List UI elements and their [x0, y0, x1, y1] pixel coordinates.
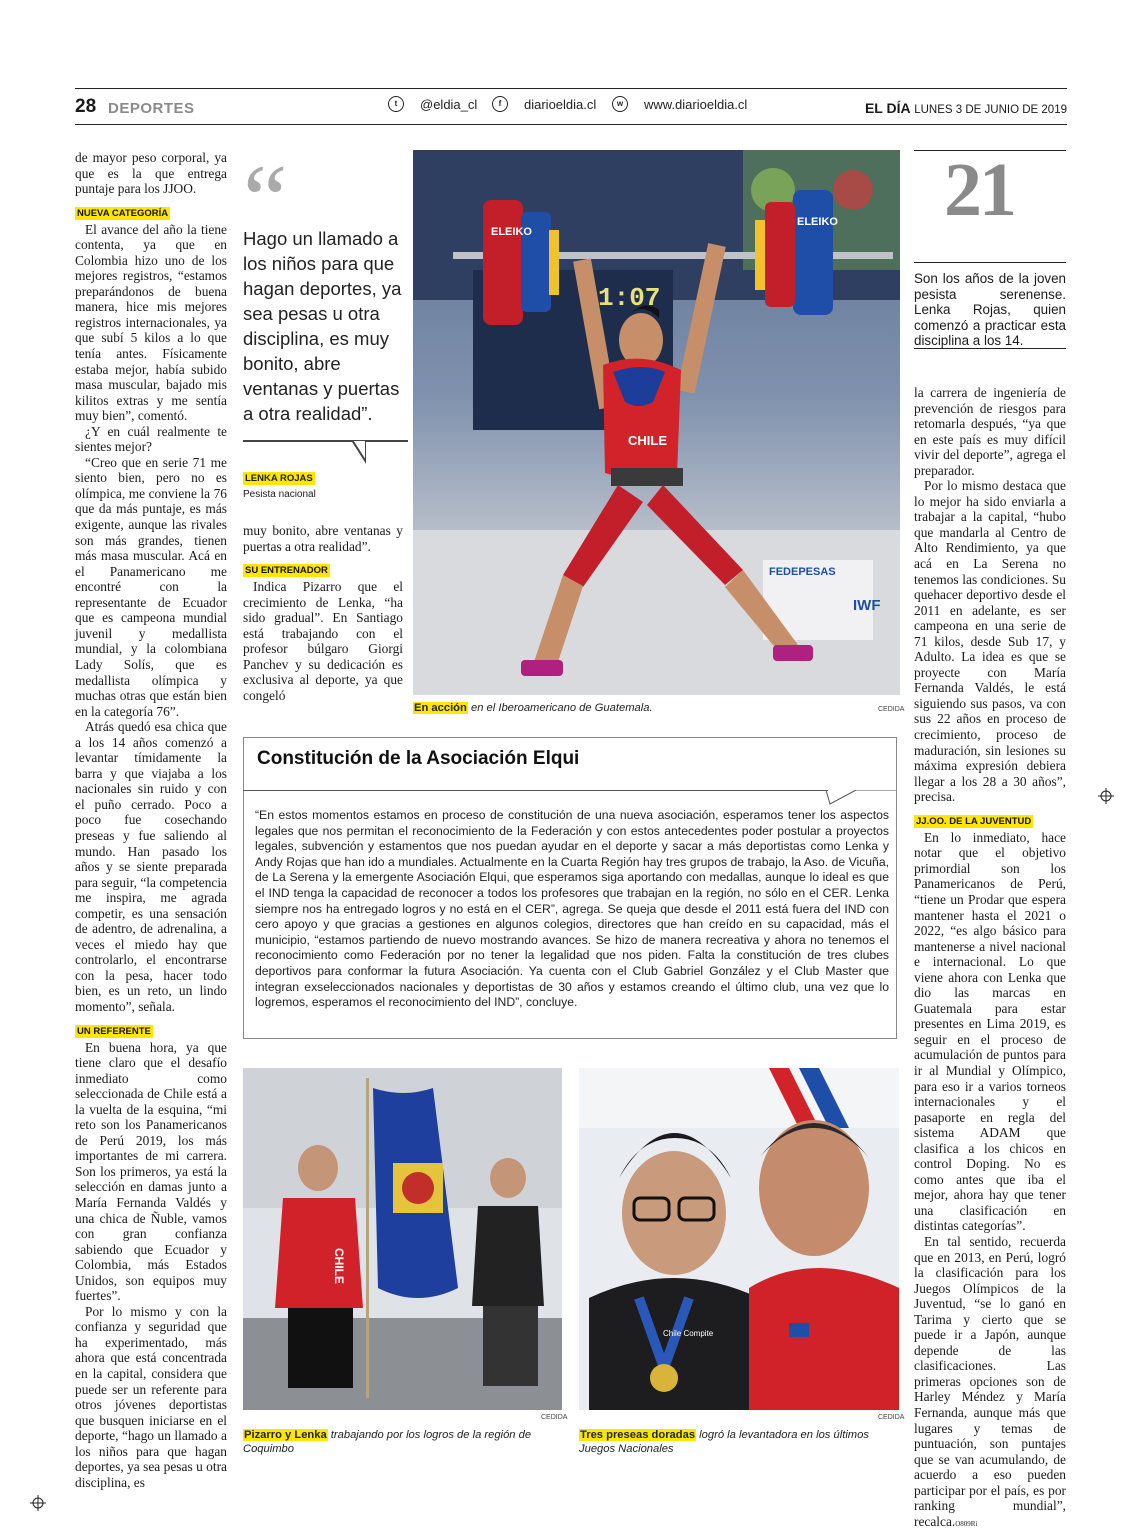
masthead: [865, 100, 1067, 116]
quote-author: LENKA ROJAS: [245, 473, 313, 484]
paragraph: En lo inmediato, hace notar que el objetivo primordial son los Panamericanos de Perú, “tiene un Prodar que espera mantener hasta el 2021 o 2022, “es algo básico para mantenerse a nivel nacional e internacional. Lo que viene ahora con Lenka que dio las marcas en Guatemala para estar presentes en Lima 2019, es seguir en el proceso de acumulación de puntos para ir al Mundial y Olímpico, para eso ir a varios torneos internacionales y el pasaporte en regla del sistema ADAM que clasifica a los chicos en control Doping. No es como antes que iba el mejor, ahora hay que tener una clasificación en distintas categorías”.: [914, 829, 1066, 1234]
paragraph: ¿Y en cuál realmente te sientes mejor?: [75, 423, 227, 455]
subhead: NUEVA CATEGORÍA: [77, 207, 169, 219]
box-speech-tail-icon: [826, 790, 896, 810]
website-label: www.diarioeldia.cl: [644, 96, 748, 112]
box-title: Constitución de la Asociación Elqui: [257, 748, 580, 769]
subhead: UN REFERENTE: [77, 1025, 151, 1037]
pull-quote: Hago un llamado a los niños para que hagan deportes, ya sea pesas u otra disciplina, es muy bonito, abre ventanas y puertas a otra realidad”.: [243, 228, 402, 424]
iwf-logo-text: IWF: [853, 597, 881, 614]
quote-mark: “: [243, 144, 288, 255]
paragraph: la carrera de ingeniería de prevención de riesgos para retomarla después, “ya que en este país es muy difícil vivir del deporte”, agrega el preparador.: [914, 385, 1066, 478]
registration-mark-icon: [1098, 788, 1114, 804]
paragraph: El avance del año la tiene contenta, ya que en Colombia hizo uno de los mejores registros, “estamos preparándonos de buena manera, hice mis mejores registros internacionales, ya que subí 5 kilos a lo que tenía antes. Físicamente estaba mejor, había subido masa muscular, bajado mis kilitos extras y me sentía muy bien”, comentó.: [75, 221, 227, 424]
caption-bold: Tres preseas doradas: [580, 1429, 696, 1441]
facebook-icon: f: [492, 96, 508, 112]
facebook-label: diarioeldia.cl: [524, 96, 597, 112]
paragraph: muy bonito, abre ventanas y puertas a otra realidad”.: [243, 523, 403, 554]
caption-text: logró la levantadora en los últimos Juegos Nacionales: [579, 1429, 869, 1455]
article-column-4: [914, 385, 1066, 1532]
paragraph: En buena hora, ya que tiene claro que el desafío inmediato como seleccionada de Chile está a la vuelta de la esquina, “mi reto son los Panamericanos de Perú 2019, los más importantes de mi carrera. Son los primeros, ya está la selección en damas junto a María Fernanda Valdés y una chica de Ñuble, vamos con gran confianza sabiendo que Ecuador y Colombia, más Estados Unidos, son equipos muy fuertes”.: [75, 1039, 227, 1304]
paragraph: En tal sentido, recuerda que en 2013, en Perú, logró la clasificación para los Juegos Olímpicos de la Juventud, “se lo ganó en Tarima y cierto que se puede ir a Japón, aunque depende de las clasificaciones. Las primeras opciones son de Harley Méndez y María Fernanda, aunque más que lugares y temas de puntuación, son puntajes que se van acumulando, de acuerdo a eso pueden participar por el país, es por ranking mundial”, recalca.O809Ri: [914, 1233, 1066, 1529]
paragraph: Por lo mismo y con la confianza y seguridad que ha experimentado, más ahora que está concentrada en la capital, considera que puede ser un referente para otros jóvenes deportistas que busquen iniciarse en el deporte, “hago un llamado a los niños para que hagan deportes, ya sea pesas u otra disciplina, es: [75, 1303, 227, 1490]
plate-brand-right: ELEIKO: [797, 216, 838, 228]
box-title-rule: [243, 790, 828, 791]
box-text: “En estos momentos estamos en proceso de constitución de una nueva asociación, esperamos tener los aspectos legales que nos permitan el reconocimiento de la Federación y con estos antecedentes poder postular a proyectos legales, subvención y estamentos que nos puedan ayudar en el deporte y sacar a más deportistas como Lenka y Andy Rojas que han ido a mundiales. Actualmente en la Cuarta Región hay tres grupos de trabajo, la Aso. de Vicuña, de La Serena y la emergente Asociación Elqui, que esperamos siga aportando con medallas, aunque lo ideal es que el IND tenga la capacidad de reconocer a todos los profesores que trabajan en la región, no sólo en el CER. Lenka siempre nos ha entregado logros y no está en el CER”, agrega. Se queja que desde el 2011 está fuera del IND con cero apoyo y que gracias a gestiones en algunos colegios, directores que han creído en su capacidad, más el municipio, “estamos partiendo de nuevo mostrando avances. Se hizo de manera recreativa y ahora no tenemos el reconocimiento como Federación por no tener la legalidad que nos piden. Falta la constitución de tres clubes deportivos para conformar la futura Asociación. Ya cuenta con el Club Gabriel González y el Club Master que integran exseleccionados nacionales y deportistas de 30 años y estamos creando el último club, una vez que lo logremos, esperamos el reconocimiento del IND”, concluye.: [255, 808, 889, 1010]
photo-credit: CEDIDA: [878, 706, 905, 713]
paragraph: Atrás quedó esa chica que a los 14 años comenzó a levantar tímidamente la barra y que viajaba a los nacionales sin ruido y con el puño cerrado. Poco a poco fue cosechando preseas y fue saliendo al mundo. Han pasado los años y se siente preparada para seguir, “la competencia me inspira, me agrada competir, es una sensación de adentro, de adrenalina, a veces el miedo hay que controlarlo, el encontrarse con la pesa, hacer todo bien, es un reto, un lindo momento”, señala.: [75, 719, 227, 1014]
weightlifter-illustration: [413, 150, 900, 695]
caption-text: en el Iberoamericano de Guatemala.: [467, 702, 653, 714]
section-title: DEPORTES: [108, 100, 195, 117]
paragraph: de mayor peso corporal, ya que es la que entrega puntaje para los JJOO.: [75, 150, 227, 197]
paragraph: Indica Pizarro que el crecimiento de Lenka, “ha sido gradual”. En Santiago está trabajando con el profesor búlgaro Giorgi Panchev y su dedicación es exclusiva al deporte, ya que congeló: [243, 579, 403, 703]
main-photo-caption: [413, 701, 843, 715]
plate-brand-left: ELEIKO: [491, 226, 532, 238]
quote-rule: [243, 440, 408, 442]
badge-text: Chile Compite: [663, 1329, 714, 1338]
twitter-label: @eldia_cl: [420, 96, 478, 112]
jersey-text: CHILE: [628, 433, 667, 448]
caption-bold: En acción: [414, 702, 467, 714]
photo-credit: CEDIDA: [541, 1414, 568, 1421]
photo-credit: CEDIDA: [878, 1414, 905, 1421]
highlight-number: 21: [944, 148, 1014, 232]
sidebar-mid-rule: [914, 262, 1066, 263]
speech-tail-icon: [338, 440, 366, 464]
twitter-handle[interactable]: [388, 96, 477, 112]
federation-logo-text: FEDEPESAS: [769, 566, 836, 578]
article-column-1: [75, 150, 227, 1490]
photo-left-caption: [243, 1428, 568, 1456]
sidebar-bottom-rule: [914, 348, 1066, 349]
flag-portrait-illustration: [243, 1068, 562, 1410]
paper-name: EL DÍA: [864, 100, 911, 116]
author-sign: O809Ri: [955, 1519, 978, 1528]
paragraph: Por lo mismo destaca que lo mejor ha sido enviarla a trabajar a la capital, “hubo que mandarla al Centro de Alto Rendimiento, ya que acá en La Serena no tenemos las condiciones. Su quehacer deportivo desde el 2011 en adelante, es ser campeona en una serie de 71 kilos, desde Sub 17, y Adulto. La idea es que se proyecte con María Fernanda Valdés, le está siguiendo sus pasos, va con sus 22 años en proceso de crecimiento, proceso de maduración, sin lesiones su máxima expresión debiera llegar a los 28 a 30 años”, precisa.: [914, 478, 1066, 805]
photo-right-caption: [579, 1428, 904, 1456]
clock-readout: 1:07: [598, 283, 661, 313]
subhead: JJ.OO. DE LA JUVENTUD: [916, 815, 1032, 827]
subhead: SU ENTRENADOR: [245, 565, 328, 577]
issue-date: LUNES 3 DE JUNIO DE 2019: [914, 104, 1067, 116]
twitter-icon: t: [388, 96, 404, 112]
quote-author-role: Pesista nacional: [243, 489, 316, 500]
paragraph: “Creo que en serie 71 me siento bien, pero no es olímpica, me conviene la 76 que da más puntaje, es más exigente, aunque las rivales son más grandes, tienen más masa muscular. Acá en el Panamericano me encontré con la representante de Ecuador que es campeona mundial juvenil y medallista mundial, y la colombiana Lady Solís, que es medallista olímpica y muchas otras que están bien en la categoría 76”.: [75, 454, 227, 719]
medals-photo: [579, 1068, 899, 1410]
caption-text: trabajando por los logros de la región de Coquimbo: [243, 1429, 532, 1455]
header-bottom-rule: [75, 124, 1067, 125]
globe-icon: w: [612, 96, 628, 112]
facebook-handle[interactable]: [492, 96, 596, 112]
registration-mark-icon: [30, 1495, 46, 1511]
weightlifting-photo: [413, 150, 900, 695]
website-link[interactable]: [612, 96, 747, 112]
pizarro-lenka-photo: [243, 1068, 562, 1410]
header-top-rule: [75, 88, 1067, 89]
page-number: 28: [75, 96, 97, 117]
jacket-text: CHILE: [332, 1248, 346, 1284]
medals-portrait-illustration: [579, 1068, 899, 1410]
article-column-2: [243, 523, 403, 703]
highlight-number-text: Son los años de la joven pesista serenense. Lenka Rojas, quien comenzó a practicar esta disciplina a los 14.: [914, 271, 1066, 348]
caption-bold: Pizarro y Lenka: [244, 1429, 327, 1441]
